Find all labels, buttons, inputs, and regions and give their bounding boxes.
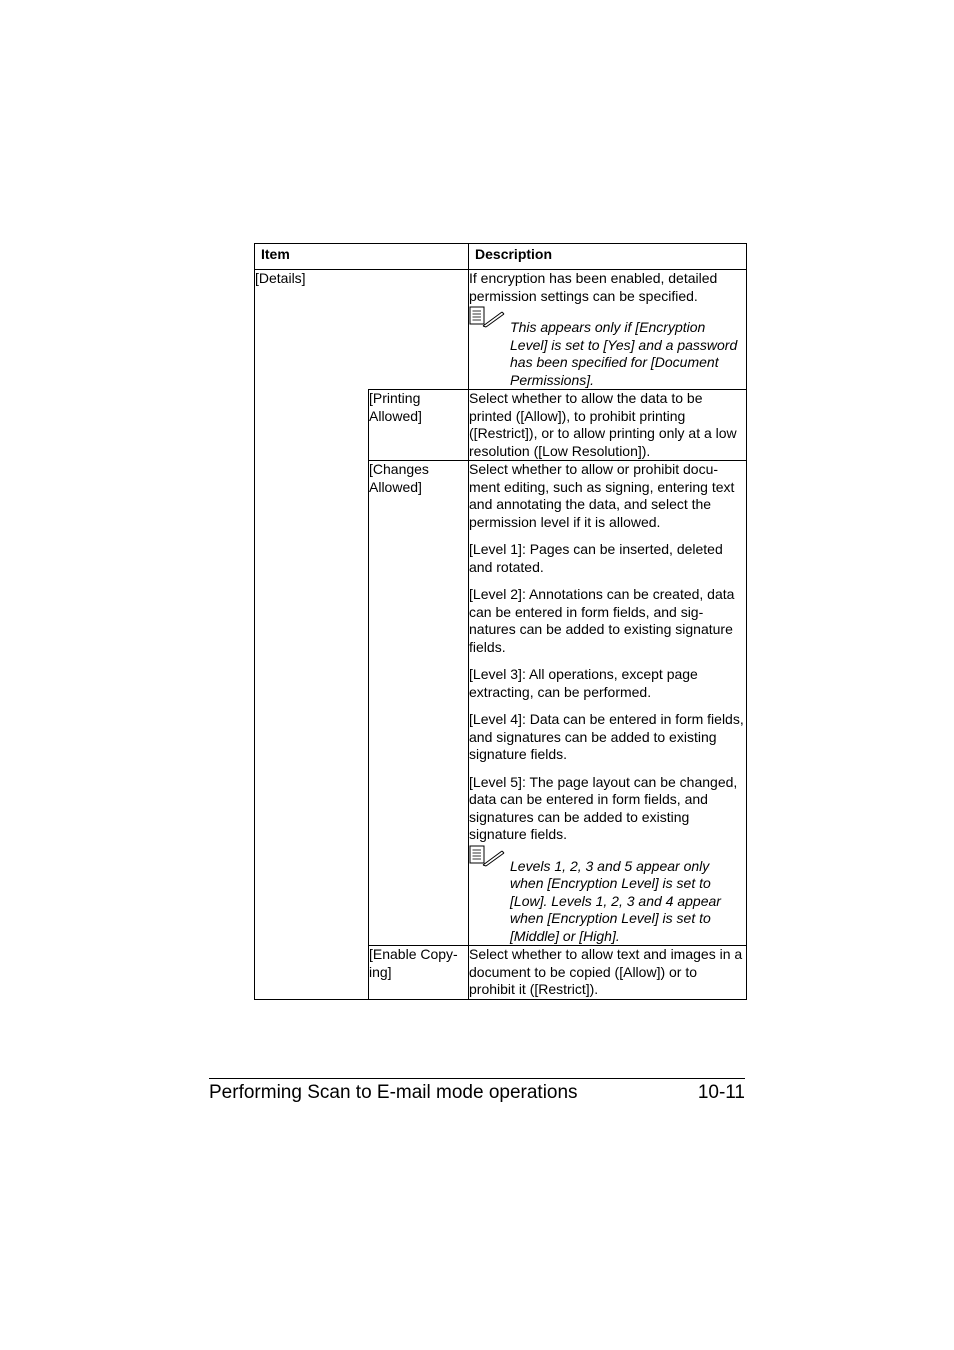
table-row-changes — [255, 461, 747, 946]
copying-item-label: [Enable Copy-ing] — [369, 946, 458, 980]
changes-paragraph: [Level 5]: The page layout can be changed, data can be entered in form fields, and signatures can be added to existing signature fields. — [469, 773, 738, 842]
changes-paragraph: [Level 2]: Annotations can be created, data can be entered in form fields, and sig-natures can be added to existing signature fields. — [469, 586, 735, 655]
changes-paragraph: [Level 4]: Data can be entered in form fields, and signatures can be added to existing signature fields. — [469, 711, 744, 762]
changes-paragraph: Select whether to allow or prohibit docu-ment editing, such as signing, entering text and annotating the data, and select the permission level if it is allowed. — [469, 461, 735, 530]
header-item: Item — [255, 244, 469, 270]
printing-item-cell — [369, 390, 469, 461]
details-note — [469, 319, 746, 389]
changes-note — [469, 858, 746, 946]
details-description-cell — [469, 270, 747, 390]
copying-description: Select whether to allow text and images in a document to be copied ([Allow]) or to prohibit it ([Restrict]). — [469, 946, 743, 997]
memo-pencil-icon — [469, 845, 505, 869]
changes-description-cell — [469, 461, 747, 946]
changes-paragraph: [Level 3]: All operations, except page extracting, can be performed. — [469, 666, 698, 700]
printing-description-cell — [469, 390, 747, 461]
details-item-label: [Details] — [255, 270, 306, 286]
footer-divider — [209, 1078, 745, 1079]
page-number: 10-11 — [697, 1082, 745, 1103]
changes-paragraph: [Level 1]: Pages can be inserted, deleted and rotated. — [469, 541, 723, 575]
memo-pencil-icon — [469, 306, 505, 330]
printing-description: Select whether to allow the data to be printed ([Allow]), to prohibit printing ([Restrict]), or to allow printing only at a low resolution ([Low Resolution]). — [469, 390, 737, 459]
footer-title: Performing Scan to E-mail mode operations — [209, 1082, 578, 1103]
changes-item-label: [Changes Allowed] — [369, 461, 429, 495]
copying-description-cell — [469, 946, 747, 1000]
copying-item-cell — [369, 946, 469, 1000]
details-item-cell — [255, 270, 469, 390]
header-description: Description — [469, 244, 747, 270]
permissions-table — [254, 243, 747, 1000]
table-row-details — [255, 270, 747, 390]
blank-cell — [255, 946, 369, 1000]
details-note-text: This appears only if [Encryption Level] is set to [Yes] and a password has been specified for [Document Permissions]. — [510, 319, 738, 388]
changes-item-cell — [369, 461, 469, 946]
details-description: If encryption has been enabled, detailed permission settings can be specified. — [469, 270, 718, 304]
table-row-copying — [255, 946, 747, 1000]
table-header-row — [255, 244, 747, 270]
printing-item-label: [Printing Allowed] — [369, 390, 422, 424]
table-row-printing — [255, 390, 747, 461]
changes-note-text: Levels 1, 2, 3 and 5 appear only when [Encryption Level] is set to [Low]. Levels 1, 2, 3 and 4 appear when [Encryption Level] is set to [Middle] or [High]. — [510, 857, 721, 944]
blank-cell — [255, 461, 369, 946]
blank-cell — [255, 390, 369, 461]
